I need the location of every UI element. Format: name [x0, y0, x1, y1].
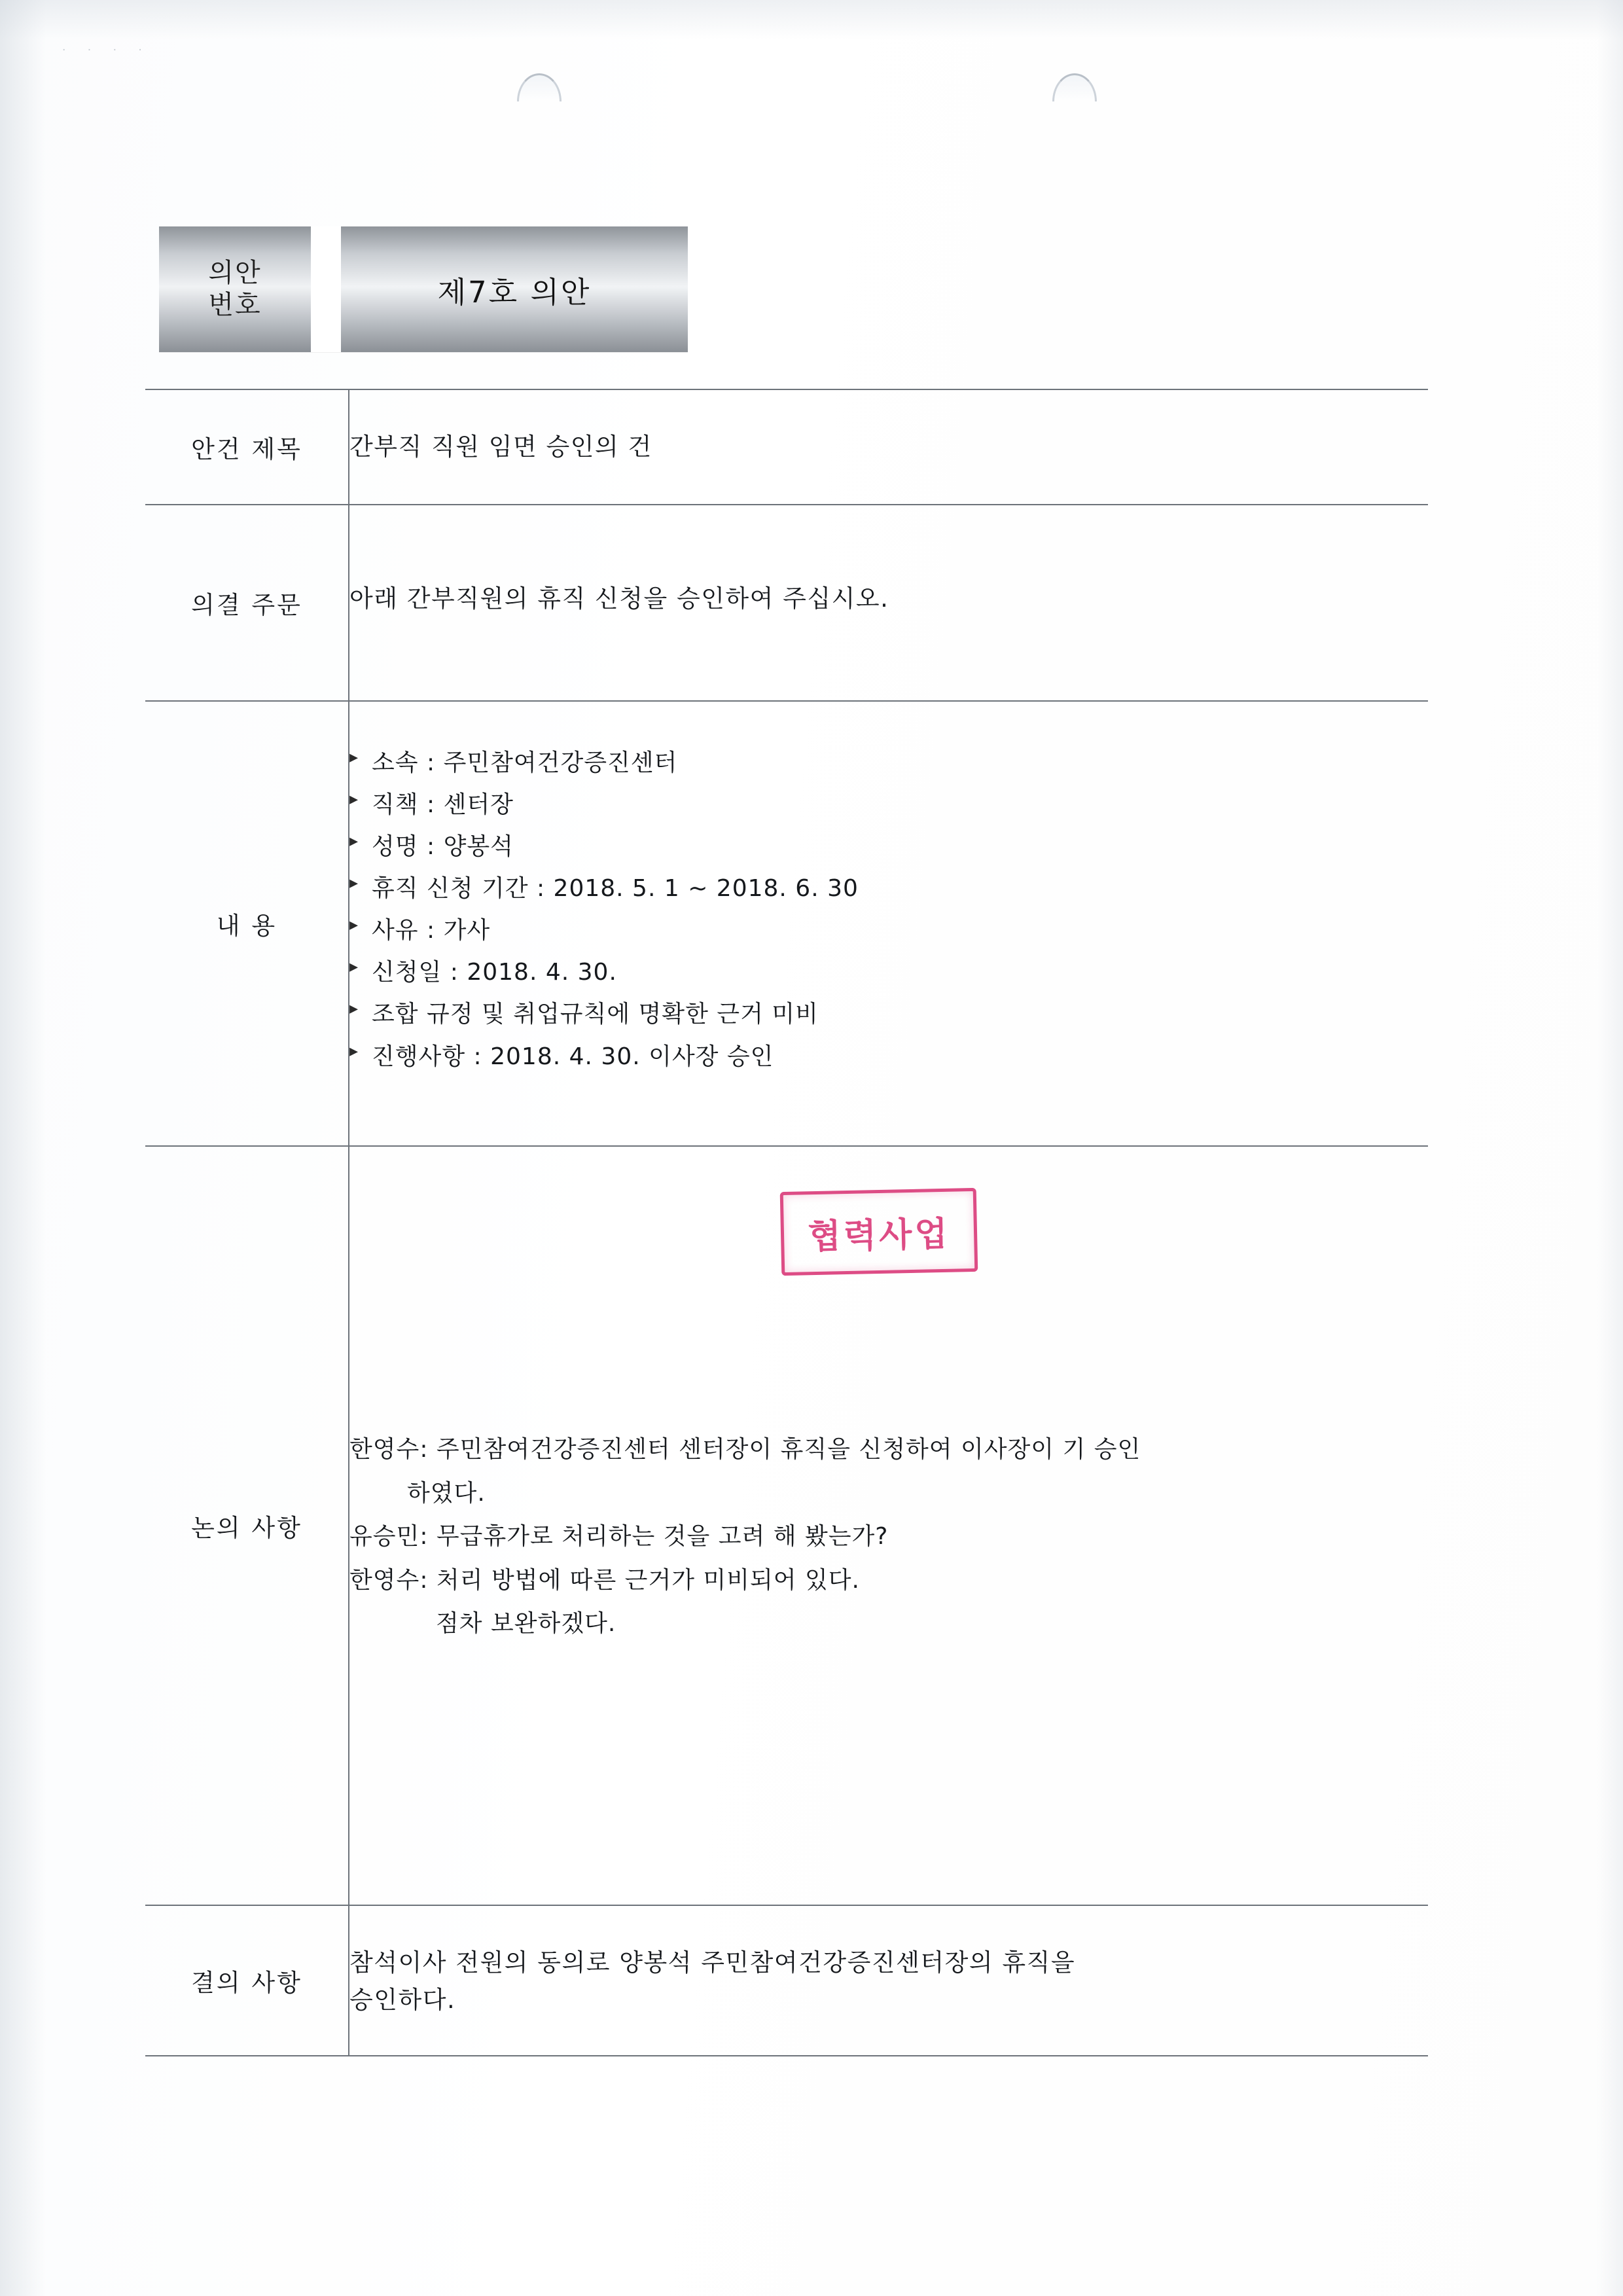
discussion-line: 점차 보완하겠다. [436, 1610, 616, 1638]
list-item: ▸ 조합 규정 및 취업규칙에 명확한 근거 미비 [349, 994, 1428, 1035]
discussion-line: 하였다. [407, 1479, 486, 1507]
row-label-resolution-text: 의결 주문 [191, 591, 302, 619]
row-label-discussion-text: 논의 사항 [191, 1514, 302, 1542]
row-label-content [145, 701, 349, 1146]
agenda-number-value-text: 제7호 의안 [437, 274, 592, 310]
table-row-content [145, 701, 1428, 1146]
punch-hole-left-icon [517, 73, 562, 101]
table-row-decision [145, 1905, 1428, 2056]
punch-hole-right-icon [1052, 73, 1097, 101]
discussion-line: 유승민: 무급휴가로 처리하는 것을 고려 해 봤는가? [349, 1523, 889, 1551]
row-label-content-text: 내 용 [216, 912, 277, 940]
row-value-decision [349, 1905, 1428, 2056]
list-item: ▸ 사유 : 가사 [349, 910, 1428, 952]
row-label-discussion [145, 1146, 349, 1905]
scan-edge-shadow-left [0, 0, 46, 2296]
row-label-decision [145, 1905, 349, 2056]
row-label-resolution [145, 505, 349, 701]
scan-edge-shadow-right [1597, 0, 1623, 2296]
row-label-decision-text: 결의 사항 [191, 1969, 302, 1997]
row-label-title [145, 389, 349, 505]
scan-edge-shadow-top [0, 0, 1623, 39]
list-item: ▸ 신청일 : 2018. 4. 30. [349, 952, 1428, 994]
agenda-number-value [341, 226, 688, 352]
approval-stamp-icon: 협력사업 [780, 1188, 978, 1276]
list-item: ▸ 성명 : 양봉석 [349, 826, 1428, 868]
table-row-resolution [145, 505, 1428, 701]
row-value-resolution: 아래 간부직원의 휴직 신청을 승인하여 주십시오. [349, 505, 1428, 701]
badge-divider [311, 226, 341, 352]
discussion-line: 한영수: 처리 방법에 따른 근거가 미비되어 있다. [349, 1566, 860, 1594]
row-value-content [349, 701, 1428, 1146]
agenda-number-label-line2: 번호 [208, 290, 262, 320]
table-row-title [145, 389, 1428, 505]
margin-marks: . . . . [62, 41, 151, 54]
agenda-number-label-line1: 의안 [208, 258, 262, 289]
list-item: ▸ 진행사항 : 2018. 4. 30. 이사장 승인 [349, 1036, 1428, 1078]
row-value-title: 간부직 직원 임면 승인의 건 [349, 389, 1428, 505]
discussion-line: 한영수: 주민참여건강증진센터 센터장이 휴직을 신청하여 이사장이 기 승인 [349, 1436, 1141, 1463]
list-item: ▸ 직책 : 센터장 [349, 784, 1428, 826]
list-item: ▸ 소속 : 주민참여건강증진센터 [349, 742, 1428, 784]
row-label-title-text: 안건 제목 [191, 435, 302, 463]
agenda-number-badge [159, 226, 688, 352]
agenda-number-label [159, 226, 311, 352]
decision-line-2: 승인하다. [349, 1986, 456, 2015]
list-item: ▸ 휴직 신청 기간 : 2018. 5. 1 ~ 2018. 6. 30 [349, 868, 1428, 910]
decision-line-1: 참석이사 전원의 동의로 양봉석 주민참여건강증진센터장의 휴직을 [349, 1948, 1076, 1977]
content-bullet-list [349, 742, 1428, 1078]
